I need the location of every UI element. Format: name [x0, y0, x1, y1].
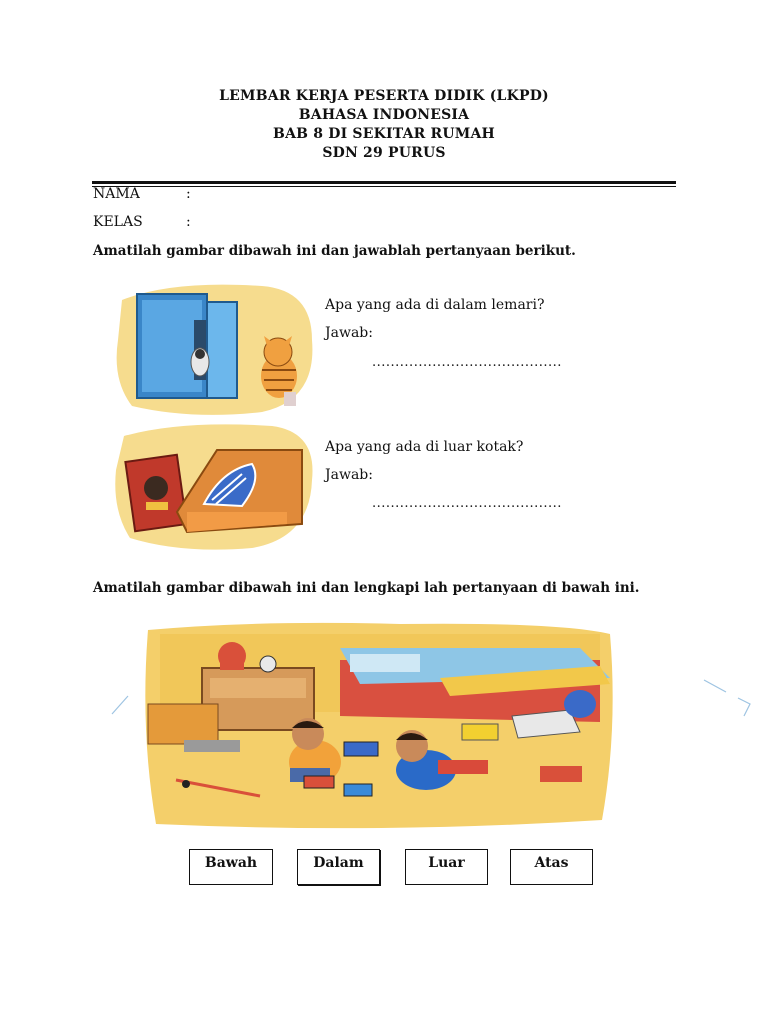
word-card-bawah[interactable]: Bawah [189, 849, 273, 885]
question-1: Apa yang ada di dalam lemari? [325, 297, 545, 313]
title-line-2: BAHASA INDONESIA [298, 107, 470, 123]
header-rule-thin [92, 186, 676, 187]
answer-label-1: Jawab: [325, 325, 373, 341]
class-field [93, 214, 191, 230]
name-label: NAMA [93, 186, 140, 202]
shoebox-illustration [112, 420, 320, 552]
decorative-stroke-left [108, 694, 132, 718]
word-card-atas[interactable]: Atas [510, 849, 593, 885]
class-colon: : [186, 214, 191, 230]
answer-blank-2[interactable]: ......................................... [372, 496, 562, 511]
word-card-luar[interactable]: Luar [405, 849, 488, 885]
answer-blank-1[interactable]: ......................................... [372, 355, 562, 370]
word-card-dalam[interactable]: Dalam [297, 849, 380, 885]
bedroom-scene-illustration [140, 620, 618, 832]
instruction-1: Amatilah gambar dibawah ini dan jawablah pertanyaan berikut. [93, 243, 576, 259]
wardrobe-illustration [112, 280, 320, 418]
class-label: KELAS [93, 214, 143, 230]
name-colon: : [186, 186, 191, 202]
header-rule-thick [92, 181, 676, 184]
title-line-3: BAB 8 DI SEKITAR RUMAH [273, 126, 495, 142]
question-2: Apa yang ada di luar kotak? [325, 439, 524, 455]
instruction-2: Amatilah gambar dibawah ini dan lengkapi lah pertanyaan di bawah ini. [93, 580, 640, 596]
title-line-1: LEMBAR KERJA PESERTA DIDIK (LKPD) [219, 88, 549, 104]
decorative-stroke-right [700, 674, 760, 724]
answer-label-2: Jawab: [325, 467, 373, 483]
title-line-4: SDN 29 PURUS [322, 145, 446, 161]
name-field [93, 186, 191, 202]
